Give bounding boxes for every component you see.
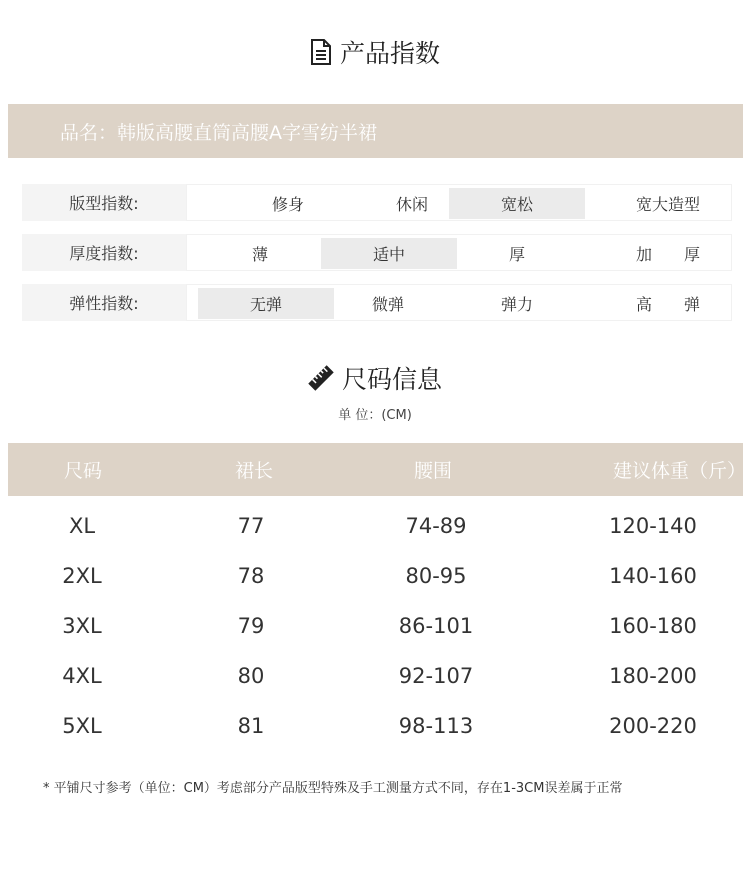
- cell-size: 5XL: [62, 714, 102, 738]
- cell-weight: 200-220: [609, 714, 697, 738]
- index-option: 厚: [508, 245, 525, 264]
- cell-length: 78: [237, 564, 265, 588]
- section-title-text: 尺码信息: [341, 365, 442, 394]
- section-title-product-index: [0, 32, 750, 72]
- index-option: 微弹: [371, 295, 404, 314]
- cell-size: 2XL: [62, 564, 102, 588]
- table-row: [0, 601, 750, 651]
- cell-size: XL: [68, 514, 96, 538]
- cell-waist: 86-101: [398, 614, 474, 638]
- cell-waist: 98-113: [398, 714, 474, 738]
- cell-length: 81: [237, 714, 265, 738]
- measurement-note: * 平铺尺寸参考（单位：CM）考虑部分产品版型特殊及手工测量方式不同，存在1-3CM误差属于正常: [43, 781, 623, 796]
- index-label: 弹性指数:: [22, 284, 186, 321]
- cell-size: 3XL: [62, 614, 102, 638]
- product-name-value: 韩版高腰直筒高腰A字雪纺半裙: [117, 121, 378, 144]
- cell-size: 4XL: [62, 664, 102, 688]
- cell-weight: 120-140: [609, 514, 697, 538]
- header-recommended-weight: 建议体重（斤）: [613, 460, 747, 482]
- index-option: 宽大造型: [635, 195, 700, 214]
- index-option-selected: 宽松: [449, 188, 585, 219]
- cell-weight: 160-180: [609, 614, 697, 638]
- index-option-selected: 适中: [321, 238, 457, 269]
- index-option: 休闲: [395, 195, 428, 214]
- index-label: 厚度指数:: [22, 234, 186, 271]
- cell-waist: 92-107: [398, 664, 474, 688]
- cell-length: 80: [237, 664, 265, 688]
- index-option: 修身: [271, 195, 304, 214]
- product-name-label: 品名：: [60, 121, 118, 144]
- index-option: 加 厚: [635, 245, 700, 264]
- table-row: [0, 701, 750, 751]
- index-row-fit: [22, 184, 732, 221]
- index-option: 薄: [251, 245, 268, 264]
- header-skirt-length: 裙长: [235, 460, 274, 482]
- index-options: [186, 184, 732, 221]
- table-row: [0, 651, 750, 701]
- ruler-icon: [308, 365, 334, 391]
- cell-weight: 180-200: [609, 664, 697, 688]
- index-options: [186, 234, 732, 271]
- index-option-selected: 无弹: [198, 288, 334, 319]
- header-size: 尺码: [64, 460, 103, 482]
- index-row-elasticity: [22, 284, 732, 321]
- table-row: [0, 551, 750, 601]
- unit-label: 单 位：(CM): [338, 408, 412, 423]
- index-options: [186, 284, 732, 321]
- index-option: 高 弹: [635, 295, 700, 314]
- product-name-bar: [8, 104, 743, 158]
- cell-waist: 80-95: [405, 564, 467, 588]
- table-row: [0, 501, 750, 551]
- cell-length: 79: [237, 614, 265, 638]
- cell-length: 77: [237, 514, 265, 538]
- cell-waist: 74-89: [405, 514, 467, 538]
- section-title-text: 产品指数: [339, 39, 440, 68]
- index-row-thickness: [22, 234, 732, 271]
- header-waist: 腰围: [414, 460, 453, 482]
- document-icon: [310, 39, 332, 65]
- index-option: 弹力: [500, 295, 533, 314]
- size-table-header: [8, 443, 747, 496]
- section-title-size-info: [0, 358, 750, 398]
- index-label: 版型指数:: [22, 184, 186, 221]
- cell-weight: 140-160: [609, 564, 697, 588]
